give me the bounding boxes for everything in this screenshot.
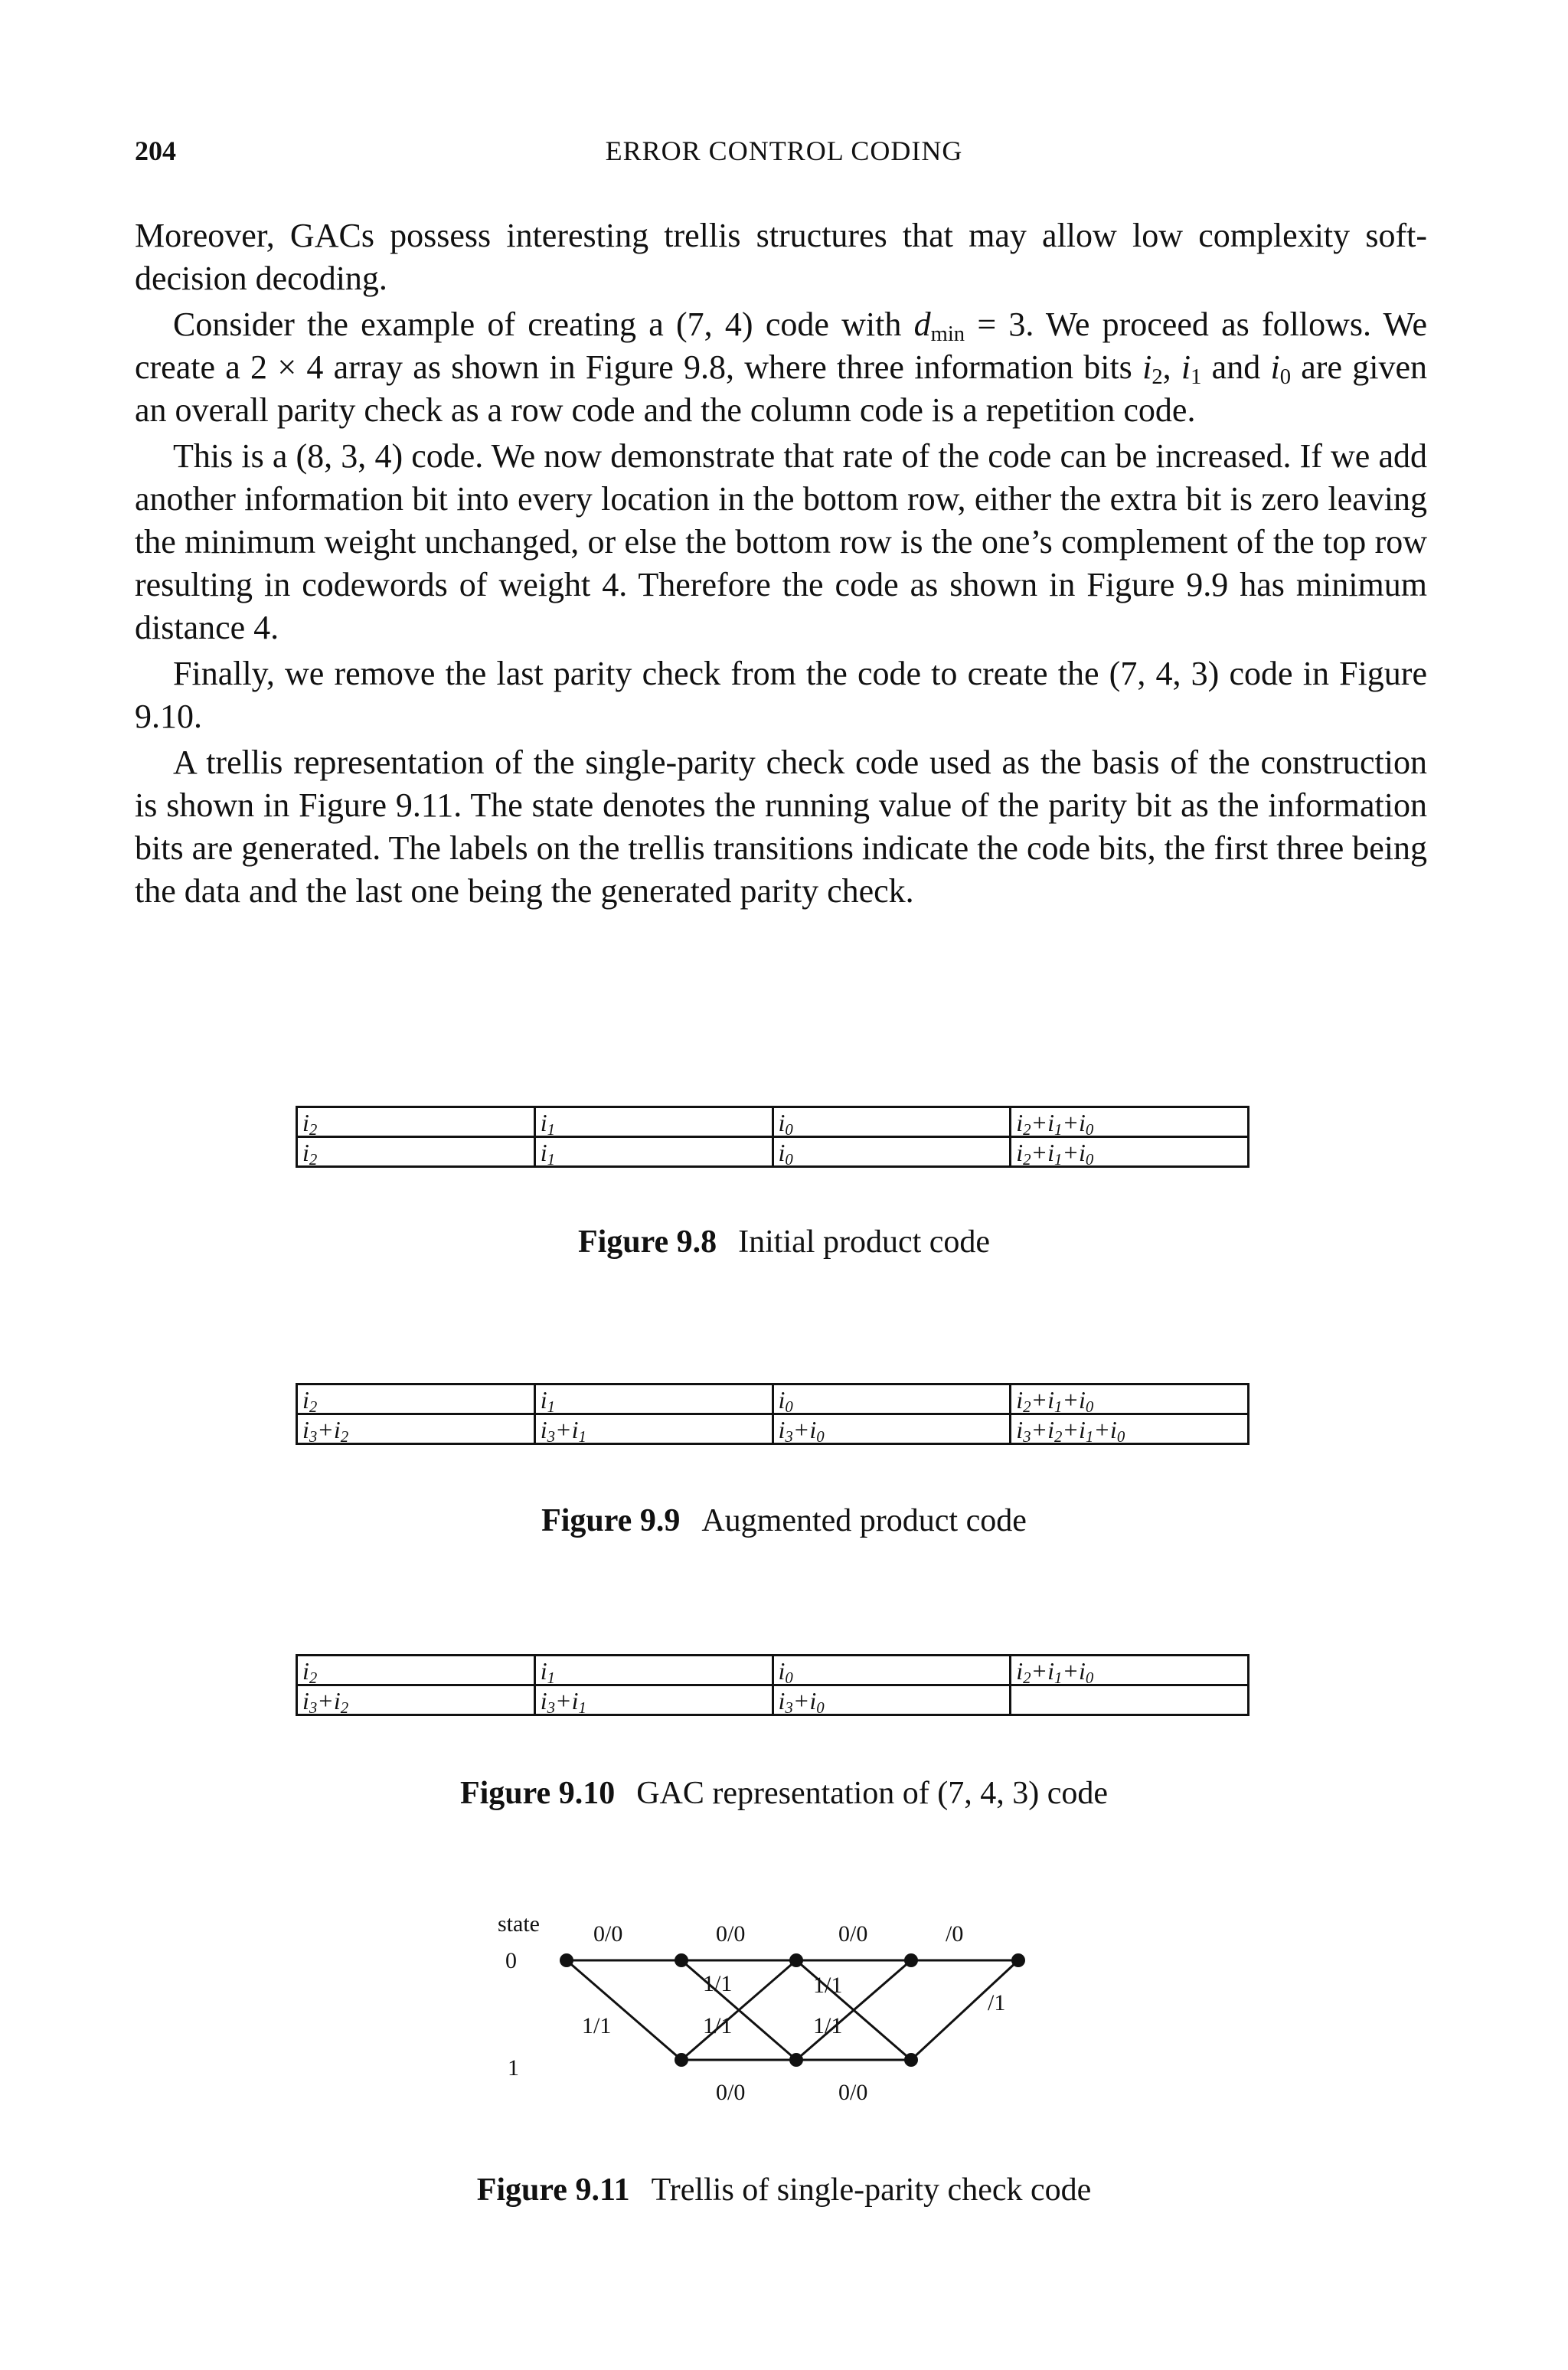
- cell-symbol: i: [778, 1657, 786, 1685]
- running-title: ERROR CONTROL CODING: [605, 136, 963, 166]
- cell-subscript: 2: [1023, 1398, 1031, 1417]
- figure-9-8-text: Initial product code: [738, 1224, 991, 1260]
- table-cell: [534, 1107, 773, 1137]
- cell-subscript: 3: [785, 1428, 793, 1447]
- cell-symbol: i: [1047, 1416, 1055, 1443]
- cell-symbol: i: [1016, 1139, 1024, 1166]
- table-row: [297, 1685, 1249, 1715]
- table-cell: $i_3+i_2+i_1+i_0$: [1011, 1414, 1249, 1444]
- figure-9-10-table: [296, 1654, 1250, 1716]
- figure-9-10-label: Figure 9.10: [459, 1776, 616, 1811]
- cell-subscript: 1: [547, 1398, 556, 1417]
- trellis-state-0: 0: [505, 1948, 517, 1973]
- cell-subscript: 1: [578, 1428, 586, 1447]
- cell-symbol: i: [1079, 1416, 1086, 1443]
- page-number: 204: [135, 136, 176, 166]
- cell-subscript: 0: [785, 1398, 793, 1417]
- cell-subscript: 2: [1023, 1151, 1031, 1169]
- cell-subscript: 0: [1085, 1669, 1094, 1688]
- table-cell: $i_3+i_2$: [297, 1685, 535, 1715]
- cell-subscript: 3: [785, 1699, 793, 1718]
- cell-symbol: i: [571, 1687, 579, 1715]
- cell-symbol: i: [1016, 1657, 1024, 1685]
- table-cell: [297, 1384, 535, 1417]
- cell-symbol: i: [778, 1109, 786, 1136]
- table-cell: $i_2+i_1+i_0$: [1011, 1384, 1249, 1414]
- cell-symbol: i: [809, 1687, 817, 1715]
- table-cell: [773, 1137, 1011, 1167]
- paragraph-1: Moreover, GACs possess interesting trellis structures that may allow low complexity soft-decision decoding.: [135, 217, 1427, 297]
- cell-subscript: 1: [1054, 1398, 1063, 1417]
- i0-symbol: i: [1270, 348, 1280, 386]
- cell-subscript: 2: [1054, 1428, 1063, 1447]
- cell-subscript: 3: [547, 1699, 556, 1718]
- cell-symbol: i: [540, 1139, 547, 1166]
- cell-subscript: 0: [1085, 1398, 1094, 1417]
- trellis-node: [904, 1953, 918, 1967]
- table-cell: [297, 1656, 535, 1688]
- figure-9-9-table: [296, 1383, 1250, 1445]
- trellis-diagram: [459, 1907, 1041, 2136]
- cell-symbol: i: [540, 1657, 547, 1685]
- table-row: [297, 1384, 1249, 1414]
- trellis-cross-label: 1/1: [582, 2013, 612, 2038]
- cell-symbol: i: [302, 1416, 309, 1443]
- figure-9-11-caption: [0, 2172, 1568, 2208]
- i1-subscript: 1: [1191, 365, 1202, 390]
- cell-subscript: 2: [340, 1428, 349, 1447]
- table-cell: $i_3+i_1$: [534, 1414, 773, 1444]
- i2-subscript: 2: [1152, 365, 1163, 390]
- cell-symbol: i: [302, 1386, 309, 1414]
- paragraph-2-part-a: Consider the example of creating a (7, 4) code with: [173, 306, 914, 343]
- cell-symbol: i: [333, 1687, 341, 1715]
- cell-subscript: 2: [340, 1699, 349, 1718]
- cell-symbol: i: [302, 1139, 309, 1166]
- cell-subscript: 0: [785, 1151, 793, 1169]
- body-text: [135, 214, 1427, 916]
- cell-symbol: i: [778, 1139, 786, 1166]
- cell-subscript: 1: [547, 1151, 556, 1169]
- cell-symbol: i: [540, 1109, 547, 1136]
- cell-symbol: i: [1109, 1416, 1117, 1443]
- cell-subscript: 3: [309, 1699, 318, 1718]
- separator: ,: [1162, 348, 1181, 386]
- dmin-subscript: min: [930, 322, 965, 347]
- trellis-cross-label: 1/1: [703, 2013, 733, 2038]
- table-cell: [773, 1384, 1011, 1417]
- paragraph-2: [135, 303, 1427, 432]
- cell-subscript: 1: [1085, 1428, 1094, 1447]
- figure-9-8-caption: [0, 1224, 1568, 1260]
- cell-subscript: 2: [309, 1151, 318, 1169]
- cell-symbol: i: [302, 1109, 309, 1136]
- cell-symbol: i: [1079, 1386, 1086, 1414]
- i0-subscript: 0: [1279, 365, 1291, 390]
- trellis-node: [789, 1953, 803, 1967]
- cell-symbol: i: [1047, 1109, 1055, 1136]
- trellis-node: [560, 1953, 573, 1967]
- trellis-cross-label: 1/1: [813, 2013, 843, 2038]
- table-cell: [534, 1384, 773, 1417]
- cell-symbol: i: [809, 1416, 817, 1443]
- cell-subscript: 3: [1023, 1428, 1031, 1447]
- figure-9-10-text: GAC representation of (7, 4, 3) code: [636, 1776, 1109, 1811]
- cell-symbol: i: [1079, 1109, 1086, 1136]
- paragraph-3: This is a (8, 3, 4) code. We now demonstrate that rate of the code can be increased. If we add another information bit into every location in the bottom row, either the extra bit is zero leaving the minimum weight unchanged, or else the bottom row is the one’s complement of the top row resulting in codewords of weight 4. Therefore the code as shown in Figure 9.9 has minimum distance 4.: [135, 437, 1427, 646]
- trellis-cross-label: 1/1: [703, 1971, 733, 1996]
- figure-9-10-caption: [0, 1775, 1568, 1812]
- cell-subscript: 1: [578, 1699, 586, 1718]
- trellis-node: [904, 2053, 918, 2067]
- and-text: and: [1201, 348, 1271, 386]
- cell-symbol: i: [1016, 1386, 1024, 1414]
- cell-subscript: 1: [547, 1121, 556, 1139]
- cell-subscript: 1: [1054, 1151, 1063, 1169]
- cell-subscript: 0: [1085, 1121, 1094, 1139]
- cell-subscript: 2: [309, 1398, 318, 1417]
- table-row: [297, 1107, 1249, 1137]
- cell-symbol: i: [778, 1386, 786, 1414]
- table-cell: $i_3+i_1$: [534, 1685, 773, 1715]
- cell-symbol: i: [1079, 1657, 1086, 1685]
- cell-symbol: i: [1047, 1139, 1055, 1166]
- i1-symbol: i: [1181, 348, 1191, 386]
- trellis-cross-label: 1/1: [813, 1973, 843, 1998]
- cell-symbol: i: [540, 1416, 547, 1443]
- cell-subscript: 3: [547, 1428, 556, 1447]
- table-cell: $i_3+i_2$: [297, 1414, 535, 1444]
- cell-subscript: 0: [1116, 1428, 1125, 1447]
- trellis-node: [675, 2053, 688, 2067]
- cell-symbol: i: [1079, 1139, 1086, 1166]
- cell-subscript: 3: [309, 1428, 318, 1447]
- cell-subscript: 0: [816, 1428, 825, 1447]
- table-cell: [534, 1137, 773, 1167]
- cell-subscript: 1: [1054, 1121, 1063, 1139]
- cell-symbol: i: [1047, 1657, 1055, 1685]
- table-cell: [773, 1656, 1011, 1688]
- trellis-node: [789, 2053, 803, 2067]
- cell-symbol: i: [333, 1416, 341, 1443]
- figure-9-8-table: [296, 1106, 1250, 1168]
- cell-symbol: i: [1016, 1109, 1024, 1136]
- trellis-top-label: 0/0: [593, 1921, 623, 1947]
- cell-subscript: 2: [309, 1669, 318, 1688]
- trellis-top-label: /0: [946, 1921, 964, 1947]
- cell-subscript: 2: [1023, 1121, 1031, 1139]
- figure-9-8-label: Figure 9.8: [577, 1224, 717, 1260]
- trellis-cross-label: /1: [988, 1990, 1006, 2015]
- cell-symbol: i: [571, 1416, 579, 1443]
- cell-subscript: 2: [1023, 1669, 1031, 1688]
- cell-subscript: 1: [1054, 1669, 1063, 1688]
- cell-symbol: i: [778, 1416, 786, 1443]
- trellis-bottom-label: 0/0: [716, 2080, 746, 2105]
- paragraph-2-part-b: = 3. We proceed as follows. We create a 2 × 4 array as shown in Figure 9.8, where three information bits: [135, 306, 1427, 386]
- paragraph-5: A trellis representation of the single-parity check code used as the basis of the construction is shown in Figure 9.11. The state denotes the running value of the parity bit as the information bits are generated. The labels on the trellis transitions indicate the code bits, the first three being the data and the last one being the generated parity check.: [135, 744, 1427, 910]
- table-row: [297, 1656, 1249, 1685]
- cell-subscript: 0: [785, 1669, 793, 1688]
- table-cell: [297, 1107, 535, 1137]
- table-cell: $i_2+i_1+i_0$: [1011, 1107, 1249, 1137]
- cell-symbol: i: [540, 1687, 547, 1715]
- table-cell: $i_2+i_1+i_0$: [1011, 1137, 1249, 1167]
- table-row: [297, 1414, 1249, 1444]
- cell-symbol: i: [540, 1386, 547, 1414]
- table-cell: $i_2+i_1+i_0$: [1011, 1656, 1249, 1685]
- cell-subscript: 0: [785, 1121, 793, 1139]
- trellis-node: [1011, 1953, 1025, 1967]
- trellis-bottom-label: 0/0: [838, 2080, 868, 2105]
- dmin-symbol: d: [913, 306, 931, 343]
- trellis-top-label: 0/0: [838, 1921, 868, 1947]
- cell-symbol: i: [1016, 1416, 1024, 1443]
- table-cell: $i_3+i_0$: [773, 1414, 1011, 1444]
- figure-9-9-caption: [0, 1502, 1568, 1539]
- figure-9-11-label: Figure 9.11: [476, 2172, 630, 2208]
- trellis-state-1: 1: [508, 2055, 519, 2081]
- table-cell: [773, 1107, 1011, 1137]
- cell-symbol: i: [1047, 1386, 1055, 1414]
- cell-symbol: i: [778, 1687, 786, 1715]
- figure-9-11-text: Trellis of single-parity check code: [651, 2172, 1092, 2208]
- trellis-node: [675, 1953, 688, 1967]
- figure-9-9-text: Augmented product code: [701, 1503, 1027, 1538]
- table-cell: [534, 1656, 773, 1688]
- figure-9-9-label: Figure 9.9: [541, 1503, 681, 1538]
- cell-symbol: i: [302, 1687, 309, 1715]
- cell-subscript: 1: [547, 1669, 556, 1688]
- trellis-edge: [567, 1960, 681, 2060]
- paragraph-2-part-c: are given an overall parity check as a row code and the column code is a repetition code.: [135, 348, 1427, 429]
- i2-symbol: i: [1142, 348, 1152, 386]
- trellis-top-label: 0/0: [716, 1921, 746, 1947]
- trellis-state-label: state: [498, 1911, 540, 1937]
- table-cell: $i_3+i_0$: [773, 1685, 1011, 1715]
- table-cell: [297, 1137, 535, 1167]
- cell-subscript: 0: [816, 1699, 825, 1718]
- cell-subscript: 2: [309, 1121, 318, 1139]
- cell-subscript: 0: [1085, 1151, 1094, 1169]
- cell-symbol: i: [302, 1657, 309, 1685]
- paragraph-4: Finally, we remove the last parity check from the code to create the (7, 4, 3) code in Figure 9.10.: [135, 655, 1427, 735]
- table-row: [297, 1137, 1249, 1167]
- table-cell: [1011, 1685, 1249, 1715]
